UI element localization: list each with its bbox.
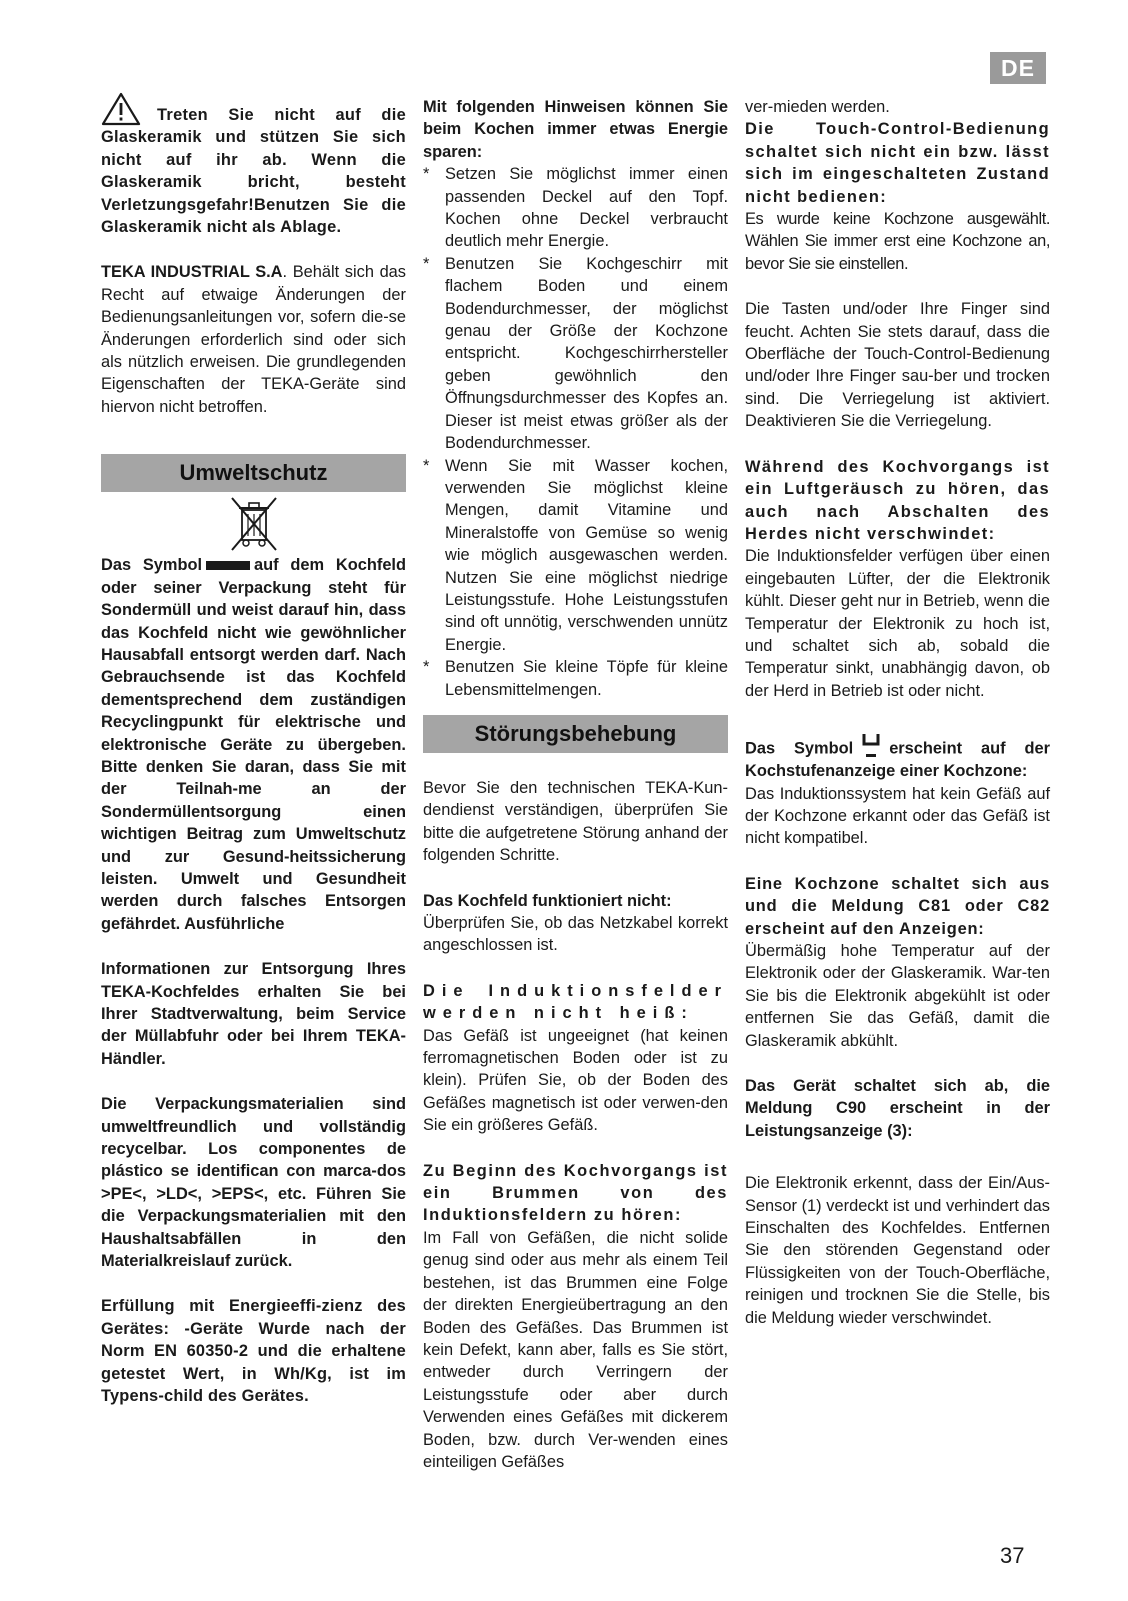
issue-title-start: Das Symbol [745,739,854,758]
issue-not-hot [423,980,728,1137]
tip-marker: * [423,165,430,184]
issue-title: Das Kochfeld funktioniert nicht: [423,891,672,910]
info-paragraph: Informationen zur Entsorgung Ihres TEKA-Kochfeldes erhalten Sie bei Ihrer Stadtverwaltung, beim Service der Müllabfuhr oder bei Ihrem TEKA-Händler. [101,960,406,1068]
packaging-paragraph: Die Verpackungsmaterialien sind umweltfreundlich und vollständig recycelbar. Los componentes de plástico se identifican con marca-dos >PE<, >LD<, >EPS<, etc. Führen Sie die Verpackungsmaterialien mit den Haushaltsabfällen in den Materialkreislauf zurück. [101,1095,406,1271]
symbol-text-start: Das Symbol [101,556,203,575]
issue-wet-keys: Die Tasten und/oder Ihre Finger sind feucht. Achten Sie stets darauf, dass die Oberfläche der Touch-Control-Bedienung und/oder Ihre Finger sau-ber und trocken sind. Die Verriegelung ist aktiviert. Deaktivieren Sie die Verriegelung. [745,300,1050,431]
issue-title: Eine Kochzone schaltet sich aus und die Meldung C81 oder C82 erscheint auf den Anzeigen: [745,874,1050,938]
crossed-bin-icon [228,496,280,552]
issue-title: Zu Beginn des Kochvorgangs ist ein Brummen von des Induktionsfeldern zu hören: [423,1161,728,1225]
tip-text: Benutzen Sie Kochgeschirr mit flachem Boden und einem Bodendurchmesser, der möglichst genau der Größe der Kochzone entspricht. Kochgeschirrhersteller geben gewöhnlich den Öffnungsdurchmesser des Kopfes an. Dieser ist meist etwas größer als der Bodendurchmesser. [445,254,728,453]
page-number: 37 [1000,1543,1025,1568]
language-tag: DE [990,52,1046,84]
issue-touch-control [745,118,1050,275]
issue-title: Die Induktionsfelder werden nicht heiß: [423,981,728,1023]
issue-text: Im Fall von Gefäßen, die nicht solide genug sind oder aus mehr als einem Teil bestehen, ist das Brummen eine Folge der direkten Energieübertragung an den Boden des Gefäßes. Das Brummen ist kein Defekt, kann aber, falls es Sie stört, entweder durch Verringern der Leistungsstufe oder aber durch Verwenden eines Gefäßes mit dickerem Boden, bzw. durch Ver-wenden eines einteiligen Gefäßes [423,1228,728,1471]
symbol-paragraph [101,554,406,935]
column-left [101,96,406,1408]
section-title-umweltschutz: Umweltschutz [101,454,406,492]
teka-name: TEKA INDUSTRIAL S.A [101,263,283,282]
tip-text: Wenn Sie mit Wasser kochen, verwenden Sie möglichst kleine Mengen, damit Vitamine und Mineralstoffe von Gemüse so wenig wie möglich ausgewaschen werden. Nutzen Sie eine möglichst niedrige Leistungsstufe. Hohe Leistungsstufen sind oft unnötig, verschwenden unnütz Energie. [445,456,728,654]
weee-symbol [101,496,406,552]
issue-text: Übermäßig hohe Temperatur auf der Elektronik oder der Glaskeramik. War-ten Sie bis die Elektronik abgekühlt ist oder entfernen Sie das Gefäß, damit die Glaskeramik abkühlt. [745,942,1050,1050]
issue-not-working [423,890,728,957]
issue-title-end: erscheint auf der Kochstufenanzeige einer Kochzone: [745,739,1050,781]
issue-c81-c82 [745,873,1050,1052]
teka-paragraph [101,261,406,418]
teka-text: . Behält sich das Recht auf etwaige Änderungen der Bedienungsanleitungen vor, sofern die-se Änderungen erforderlich sind oder sich als nützlich erweisen. Die grundlegenden Eigenschaften der TEKA-Geräte sind hiervon nicht betroffen. [101,263,406,416]
pan-detect-symbol-icon [859,732,883,760]
tip-item [423,656,728,701]
warning-triangle-icon [101,92,141,126]
tip-item [423,253,728,455]
tips-list [423,163,728,701]
black-bar-icon [206,561,250,570]
tip-marker: * [423,456,430,475]
section-title-stoerungsbehebung: Störungsbehebung [423,715,728,753]
issue-fan-noise [745,456,1050,702]
issue-text: Das Gefäß ist ungeeignet (hat keinen ferromagnetischen Boden oder ist zu klein). Prüfen Sie, ob der Boden des Gefäßes magnetisch ist oder verwen-den Sie ein größeres Gefäß. [423,1026,728,1135]
tips-heading: Mit folgenden Hinweisen können Sie beim Kochen immer etwas Energie sparen: [423,98,728,161]
tip-text: Benutzen Sie kleine Töpfe für kleine Lebensmittelmengen. [445,658,728,699]
issue-text: Die Induktionsfelder verfügen über einen eingebauten Lüfter, der die Elektronik kühlt. Dieser geht nur in Betrieb, wenn die Temperatur der Elektronik zu hoch ist, und schaltet sich ab, sobald die Temperatur sinkt, unabhängig davon, ob der Herd in Betrieb ist oder nicht. [745,547,1050,700]
issue-title: Während des Kochvorgangs ist ein Luftgeräusch zu hören, das auch nach Abschalten des Herdes nicht verschwindet: [745,457,1050,543]
warning-paragraph [101,104,406,238]
tip-text: Setzen Sie möglichst immer einen passenden Deckel auf den Topf. Kochen ohne Deckel verbraucht deutlich mehr Energie. [445,165,728,251]
troubleshooting-intro: Bevor Sie den technischen TEKA-Kun-dendienst verständigen, überprüfen Sie bitte die aufgetretene Störung anhand der folgenden Schritte. [423,778,728,865]
issue-text: Das Induktionssystem hat kein Gefäß auf der Kochzone erkannt oder das Gefäß ist nicht kompatibel. [745,784,1050,848]
issue-title: Das Gerät schaltet sich ab, die Meldung C90 erscheint in der Leistungsanzeige (3): [745,1077,1050,1140]
tip-marker: * [423,658,430,677]
continued-text: ver-mieden werden. [745,98,890,116]
tip-item [423,163,728,253]
column-right [745,96,1050,1329]
issue-c90-text: Die Elektronik erkennt, dass der Ein/Aus-Sensor (1) verdeckt ist und verhindert das Einschalten des Kochfeldes. Entfernen Sie den störenden Gegenstand oder Flüssigkeiten von der Touch-Oberfläche, reinigen und trocknen Sie die Stelle, bis die Meldung wieder verschwindet. [745,1174,1050,1327]
issue-c90 [745,1075,1050,1142]
symbol-text-rest: auf dem Kochfeld oder seiner Verpackung steht für Sondermüll und weist darauf hin, dass das Kochfeld nicht wie gewöhnlicher Hausabfall entsorgt werden darf. Nach Gebrauchsende ist das Kochfeld dementsprechend dem zuständigen Recyclingpunkt für elektrische und elektronische Geräte zu übergeben. Bitte denken Sie daran, dass Sie mit der Teilnah-me an der Sondermüllentsorgung einen wichtigen Beitrag zum Umweltschutz und zur Gesund-heitssicherung leisten. Umwelt und Gesundheit werden durch falsches Entsorgen gefährdet. Ausführliche [101,556,406,933]
issue-symbol-u [745,732,1050,850]
issue-title: Die Touch-Control-Bedienung schaltet sich nicht ein bzw. lässt sich im eingeschalteten Zustand nicht bedienen: [745,120,1050,206]
issue-text: Überprüfen Sie, ob das Netzkabel korrekt angeschlossen ist. [423,914,728,955]
issue-humming [423,1160,728,1474]
energy-paragraph: Erfüllung mit Energieeffi-zienz des Gerätes: -Geräte Wurde nach der Norm EN 60350-2 und die erhaltene getestet Wert, in Wh/Kg, ist im Typens-child des Gerätes. [101,1297,406,1406]
tip-item [423,455,728,657]
issue-text: Es wurde keine Kochzone ausgewählt. Wählen Sie immer erst eine Kochzone an, bevor Sie sie einstellen. [745,210,1050,273]
tip-marker: * [423,254,430,273]
column-middle [423,96,728,1473]
warning-text: Treten Sie nicht auf die Glaskeramik und stützen Sie sich nicht auf ihr ab. Wenn die Glaskeramik bricht, besteht Verletzungsgefahr!Benutzen Sie die Glaskeramik nicht als Ablage. [101,106,406,237]
